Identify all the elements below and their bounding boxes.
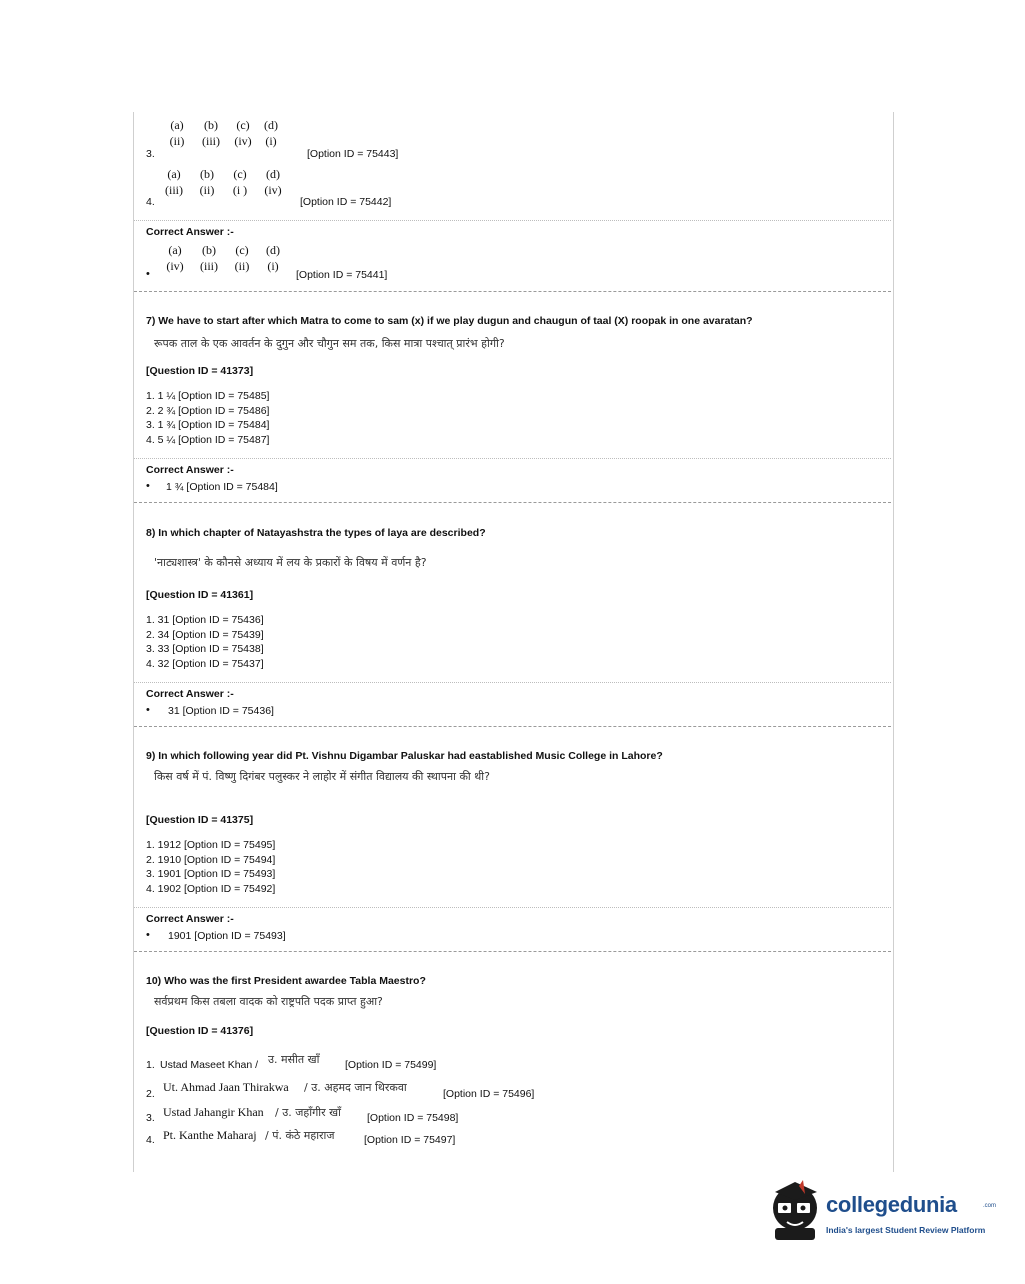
question-8-option: 4. 32 [Option ID = 75437]: [146, 658, 264, 670]
bullet: •: [146, 704, 150, 716]
logo-tagline: India's largest Student Review Platform: [826, 1225, 986, 1235]
correct-match-grid: [158, 243, 288, 274]
mascot-icon: [773, 1180, 817, 1240]
match-value: (ii): [169, 134, 185, 148]
question-7-correct: 1 ¾ [Option ID = 75484]: [166, 481, 278, 493]
match-value: (i): [267, 259, 279, 273]
question-10-option-3-hindi: / उ. जहाँगीर खाँ: [275, 1106, 341, 1119]
match-letter: (b): [202, 243, 216, 257]
question-10-id: [Question ID = 41376]: [146, 1025, 254, 1037]
question-10-option-2-number: 2.: [146, 1088, 155, 1100]
question-8-option: 2. 34 [Option ID = 75439]: [146, 629, 264, 641]
match-letter: (c): [235, 243, 249, 257]
option-3-id: [Option ID = 75443]: [307, 148, 399, 160]
question-7-id: [Question ID = 41373]: [146, 365, 254, 377]
match-value: (iv): [166, 259, 184, 273]
question-10-option-2-id: [Option ID = 75496]: [443, 1088, 535, 1100]
logo-com: .com: [983, 1203, 997, 1209]
question-8-id: [Question ID = 41361]: [146, 589, 254, 601]
question-separator: [134, 951, 891, 952]
question-7-option: 1. 1 ¼ [Option ID = 75485]: [146, 390, 270, 402]
question-8-correct: 31 [Option ID = 75436]: [168, 705, 274, 717]
match-letter: (a): [167, 167, 181, 181]
match-value: (i ): [232, 183, 248, 197]
correct-answer-label: Correct Answer :-: [146, 464, 234, 476]
question-9-text: 9) In which following year did Pt. Vishnu Digambar Paluskar had eastablished Music College in Lahore?: [146, 750, 663, 762]
match-letter: (d): [266, 167, 280, 181]
option-4-number: 4.: [146, 196, 155, 208]
question-10-text: 10) Who was the first President awardee Tabla Maestro?: [146, 975, 426, 987]
option-3-number: 3.: [146, 148, 155, 160]
option-3-match-grid: [160, 118, 284, 149]
question-7-text: 7) We have to start after which Matra to come to sam (x) if we play dugun and chaugun of taal (X) roopak in one avaratan?: [146, 315, 753, 327]
question-9-option: 1. 1912 [Option ID = 75495]: [146, 839, 276, 851]
option-4-match-grid: [158, 167, 290, 198]
question-10-option-2-hindi: / उ. अहमद जान थिरकवा: [304, 1081, 407, 1094]
match-letter: (c): [236, 118, 250, 132]
match-value: (iv): [234, 134, 252, 148]
match-value: (i): [265, 134, 277, 148]
correct-answer-label: Correct Answer :-: [146, 913, 234, 925]
match-letter: (c): [233, 167, 247, 181]
question-10-option-4-name: Pt. Kanthe Maharaj: [163, 1128, 257, 1142]
match-letter: (d): [266, 243, 280, 257]
match-letter: (b): [204, 118, 218, 132]
match-letter: (b): [200, 167, 214, 181]
question-9-correct: 1901 [Option ID = 75493]: [168, 930, 286, 942]
question-separator: [134, 726, 891, 727]
question-10-option-4-number: 4.: [146, 1134, 155, 1146]
question-10-option-1-hindi: उ. मसीत खाँ: [268, 1053, 320, 1066]
question-7-option: 3. 1 ¾ [Option ID = 75484]: [146, 419, 270, 431]
question-separator: [134, 502, 891, 503]
divider: [134, 907, 891, 908]
correct-answer-label: Correct Answer :-: [146, 688, 234, 700]
match-letter: (a): [170, 118, 184, 132]
question-9-option: 3. 1901 [Option ID = 75493]: [146, 868, 276, 880]
logo-wordmark: collegedunia: [826, 1192, 957, 1217]
match-letter: (d): [264, 118, 278, 132]
option-4-id: [Option ID = 75442]: [300, 196, 392, 208]
question-10-option-3-id: [Option ID = 75498]: [367, 1112, 459, 1124]
divider: [134, 220, 891, 221]
question-8-option: 1. 31 [Option ID = 75436]: [146, 614, 264, 626]
correct-answer-label: Correct Answer :-: [146, 226, 234, 238]
question-10-option-1-name: Ustad Maseet Khan /: [160, 1059, 259, 1071]
question-separator: [134, 291, 891, 292]
question-8-hindi: 'नाट्यशास्त्र' के कौनसे अध्याय में लय के प्रकारों के विषय में वर्णन है?: [154, 556, 427, 569]
question-7-hindi: रूपक ताल के एक आवर्तन के दुगुन और चौगुन सम तक, किस मात्रा पश्चात् प्रारंभ होगी?: [154, 337, 505, 350]
question-10-option-4-id: [Option ID = 75497]: [364, 1134, 456, 1146]
question-8-option: 3. 33 [Option ID = 75438]: [146, 643, 264, 655]
question-10-option-1-id: [Option ID = 75499]: [345, 1059, 437, 1071]
question-9-hindi: किस वर्ष में पं. विष्णु दिगंबर पलुस्कर ने लाहोर में संगीत विद्यालय की स्थापना की थी?: [154, 770, 490, 783]
question-10-option-4-hindi: / पं. कंठे महाराज: [265, 1129, 335, 1142]
question-8-text: 8) In which chapter of Natayashstra the types of laya are described?: [146, 527, 486, 539]
bullet: •: [146, 268, 150, 280]
question-9-option: 4. 1902 [Option ID = 75492]: [146, 883, 276, 895]
question-9-option: 2. 1910 [Option ID = 75494]: [146, 854, 276, 866]
match-value: (iv): [264, 183, 282, 197]
match-value: (ii): [199, 183, 215, 197]
question-10-option-2-name: Ut. Ahmad Jaan Thirakwa: [163, 1080, 289, 1094]
question-7-option: 4. 5 ¼ [Option ID = 75487]: [146, 434, 270, 446]
question-7-option: 2. 2 ¾ [Option ID = 75486]: [146, 405, 270, 417]
match-value: (ii): [234, 259, 250, 273]
question-10-hindi: सर्वप्रथम किस तबला वादक को राष्ट्रपति पदक प्राप्त हुआ?: [154, 995, 383, 1008]
match-value: (iii): [165, 183, 183, 197]
question-10-option-3-name: Ustad Jahangir Khan: [163, 1105, 264, 1119]
divider: [134, 458, 891, 459]
question-10-option-1-number: 1.: [146, 1059, 155, 1071]
correct-option-id: [Option ID = 75441]: [296, 269, 388, 281]
question-9-id: [Question ID = 41375]: [146, 814, 254, 826]
question-10-option-3-number: 3.: [146, 1112, 155, 1124]
divider: [134, 682, 891, 683]
match-value: (iii): [202, 134, 220, 148]
bullet: •: [146, 929, 150, 941]
match-value: (iii): [200, 259, 218, 273]
bullet: •: [146, 480, 150, 492]
match-letter: (a): [168, 243, 182, 257]
